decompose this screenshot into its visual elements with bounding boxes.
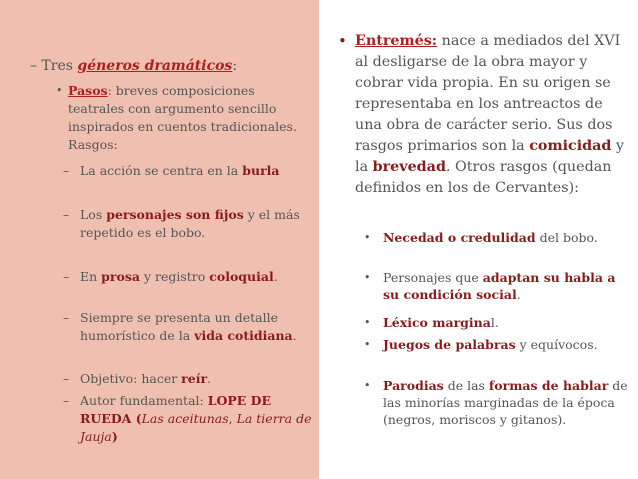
entremes-title: Entremés:	[355, 33, 438, 49]
rasgo-item	[63, 370, 316, 388]
bullet-icon: •	[364, 338, 371, 351]
entremes-text: y la	[355, 138, 625, 175]
rasgo-text: Autor fundamental:	[80, 393, 208, 408]
bullet-icon: •	[364, 271, 371, 284]
rasgo-bold: )	[111, 429, 118, 444]
rasgo-text: .	[292, 328, 297, 343]
rasgo-text: de las	[443, 378, 489, 393]
entremes-text: . Otros rasgos (quedan definidos en los de Cervantes):	[355, 159, 612, 196]
dash-marker: –	[63, 371, 70, 386]
rasgo-text: l.	[490, 315, 499, 330]
rasgo-bold: Léxico margina	[383, 315, 491, 330]
entremes-item	[338, 31, 630, 199]
dash-marker: –	[63, 163, 70, 178]
rasgo-text: La acción se centra en la	[80, 163, 243, 178]
entremes-rasgo	[364, 336, 628, 353]
rasgo-bold: Juegos de palabras	[383, 337, 516, 352]
dash-marker: –	[30, 58, 37, 74]
bullet-icon: •	[56, 84, 63, 97]
dash-marker: –	[63, 393, 70, 408]
rasgo-bold: prosa	[101, 269, 140, 284]
genres-heading	[30, 57, 310, 75]
rasgo-text: .	[273, 269, 278, 284]
rasgo-item	[63, 206, 316, 242]
work-title: Las aceitunas	[141, 411, 229, 426]
rasgo-text: .	[516, 287, 521, 302]
rasgo-text: ,	[228, 411, 237, 426]
rasgo-bold: burla	[242, 163, 280, 178]
rasgo-text: Objetivo: hacer	[80, 371, 182, 386]
entremes-rasgo	[364, 377, 628, 428]
entremes-rasgo	[364, 314, 628, 331]
rasgo-item	[63, 392, 316, 446]
rasgo-bold: LOPE DE RUEDA (	[80, 393, 272, 426]
bullet-icon: •	[364, 231, 371, 244]
pasos-item	[56, 82, 313, 154]
rasgo-text: Siempre se presenta un detalle humorístico de la	[80, 310, 278, 343]
rasgo-bold: personajes son fijos	[106, 207, 244, 222]
rasgo-text: y registro	[139, 269, 210, 284]
rasgo-text: Los	[80, 207, 107, 222]
genres-suffix: :	[232, 58, 238, 74]
genres-emphasis: géneros dramáticos	[77, 58, 233, 74]
dash-marker: –	[63, 207, 70, 222]
bullet-icon: •	[364, 379, 371, 392]
entremes-text: nace a mediados del XVI al desligarse de la obra mayor y cobrar vida propia. En su origen se representaba en los antreactos de una obra de carácter serio. Sus dos rasgos primarios son la	[355, 33, 621, 154]
rasgo-text: .	[207, 371, 212, 386]
dash-marker: –	[63, 310, 70, 325]
rasgo-bold: formas de hablar	[488, 378, 609, 393]
rasgo-bold: reír	[181, 371, 208, 386]
bullet-icon: •	[338, 32, 347, 50]
entremes-bold: brevedad	[372, 159, 446, 175]
rasgo-item	[63, 309, 316, 345]
rasgo-text: de las minorías marginadas de la época (negros, moriscos y gitanos).	[383, 378, 628, 427]
rasgo-item	[63, 268, 316, 286]
entremes-rasgo	[364, 269, 628, 303]
rasgo-bold: adaptan su habla a su condición social	[383, 270, 616, 302]
entremes-rasgo	[364, 229, 628, 246]
rasgo-text: del bobo.	[535, 230, 598, 245]
bullet-icon: •	[364, 316, 371, 329]
rasgo-bold: vida cotidiana	[194, 328, 293, 343]
pasos-text: : breves composiciones teatrales con argumento sencillo inspirados en cuentos tradicionales. Rasgos:	[68, 83, 297, 152]
rasgo-bold: coloquial	[209, 269, 274, 284]
pasos-title: Pasos	[68, 83, 108, 98]
rasgo-text: y equívocos.	[515, 337, 598, 352]
dash-marker: –	[63, 269, 70, 284]
rasgo-bold: Parodias	[383, 378, 444, 393]
rasgo-text: Personajes que	[383, 270, 483, 285]
work-title: La tierra de Jauja	[80, 411, 312, 444]
rasgo-text: En	[80, 269, 102, 284]
entremes-bold: comicidad	[529, 138, 612, 154]
rasgo-text: y el más repetido es el bobo.	[80, 207, 300, 240]
rasgo-bold: Necedad o credulidad	[383, 230, 536, 245]
genres-prefix: Tres	[41, 58, 78, 74]
rasgo-item	[63, 162, 316, 180]
